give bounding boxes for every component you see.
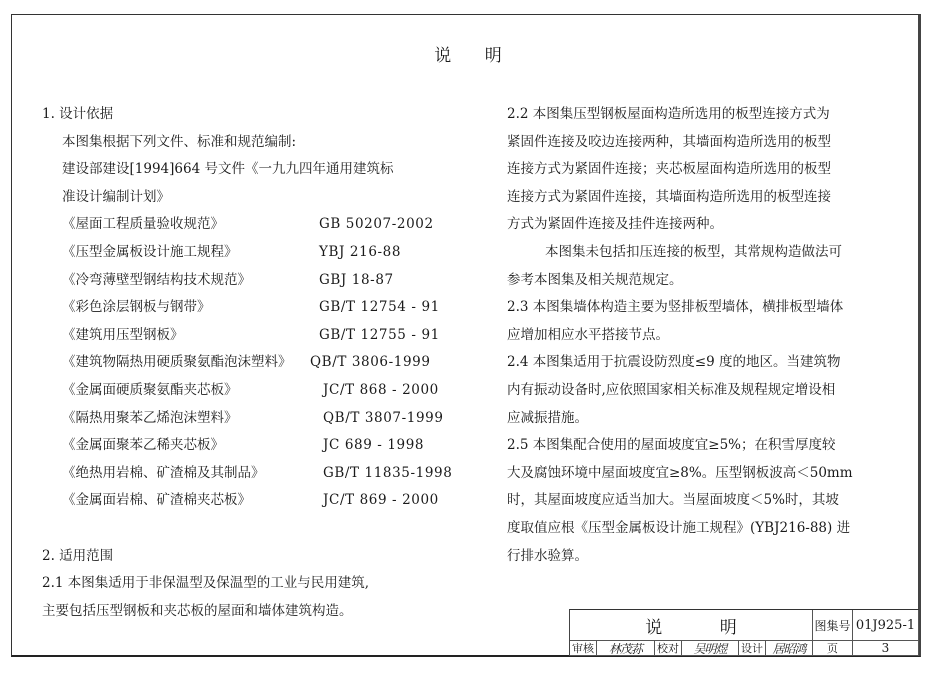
review-label: 审核 [570,641,597,656]
design-basis-intro: 本图集根据下列文件、标准和规范编制: [62,133,297,150]
paragraph-line: 2.3 本图集墙体构造主要为竖排板型墙体，横排板型墙体 [507,299,844,316]
standard-name: 《压型金属板设计施工规程》 [62,243,238,260]
page-number: 3 [853,641,919,656]
standard-name: 《金属面岩棉、矿渣棉夹芯板》 [62,492,251,509]
standard-code: YBJ 216-88 [319,243,402,260]
standard-code: GBJ 18-87 [319,271,394,288]
standard-row [42,487,492,515]
standard-code: QB/T 3806-1999 [310,354,431,371]
standard-code: GB/T 12755 - 91 [319,326,440,343]
page-title: 说 明 [434,46,516,66]
title-block [569,609,919,656]
design-signature: 居昭鸿 [766,641,813,656]
standard-row [42,405,492,433]
standard-name: 《冷弯薄壁型钢结构技术规范》 [62,271,251,288]
standard-code: QB/T 3807-1999 [323,409,444,426]
standard-name: 《绝热用岩棉、矿渣棉及其制品》 [62,464,265,481]
paragraph-line: 方式为紧固件连接及挂件连接两种。 [507,216,723,233]
reference-document-line1: 建设部建设[1994]664 号文件《一九九四年通用建筑标 [62,161,394,178]
standard-name: 《彩色涂层钢板与钢带》 [62,299,211,316]
standard-row [42,294,492,322]
standard-row [42,322,492,350]
standard-name: 《隔热用聚苯乙烯泡沫塑料》 [62,409,238,426]
paragraph-line: 紧固件连接及咬边连接两种，其墙面构造所选用的板型 [507,133,831,150]
paragraph-line: 连接方式为紧固件连接；夹芯板屋面构造所选用的板型 [507,161,831,178]
check-label: 校对 [655,641,682,656]
standard-code: GB 50207-2002 [319,216,434,233]
standard-name: 《建筑物隔热用硬质聚氨酯泡沫塑料》 [62,354,292,371]
paragraph-line: 内有振动设备时,应依照国家相关标准及规程规定增设相 [507,381,836,398]
standard-name: 《建筑用压型钢板》 [62,326,184,343]
review-signature: 林茂荪 [597,641,655,656]
atlas-number: 01J925-1 [853,610,919,641]
paragraph-line: 连接方式为紧固件连接，其墙面构造所选用的板型连接 [507,188,831,205]
section-heading-scope: 2. 适用范围 [42,547,114,564]
standard-row [42,211,492,239]
atlas-number-label: 图集号 [813,610,853,641]
standard-code: JC 689 - 1998 [323,437,425,454]
standard-row [42,432,492,460]
paragraph-line: 时，其屋面坡度应适当加大。当屋面坡度＜5%时，其坡 [507,492,839,509]
spacer [42,515,492,543]
standard-row [42,267,492,295]
design-label: 设计 [739,641,766,656]
standard-code: GB/T 12754 - 91 [319,299,440,316]
check-signature: 吴明煜 [682,641,739,656]
standard-row [42,349,492,377]
paragraph-line: 参考本图集及相关规范规定。 [507,271,683,288]
standard-row [42,377,492,405]
standard-code: GB/T 11835-1998 [323,464,453,481]
page-label: 页 [813,641,853,656]
standard-name: 《金属面聚苯乙稀夹芯板》 [62,437,224,454]
right-column [507,101,937,570]
paragraph-line: 大及腐蚀环境中屋面坡度宜≥8%。压型钢板波高＜50mm [507,464,853,481]
standard-name: 《屋面工程质量验收规范》 [62,216,224,233]
paragraph-line: 本图集未包括扣压连接的板型，其常规构造做法可 [545,243,842,260]
left-column [42,101,492,625]
paragraph-line: 2.4 本图集适用于抗震设防烈度≤9 度的地区。当建筑物 [507,354,841,371]
scope-item-2-1-line2: 主要包括压型钢板和夹芯板的屋面和墙体建筑构造。 [42,602,353,619]
scope-item-2-1-line1: 2.1 本图集适用于非保温型及保温型的工业与民用建筑, [42,575,370,592]
paragraph-line: 应增加相应水平搭接节点。 [507,326,669,343]
standard-name: 《金属面硬质聚氨酯夹芯板》 [62,381,238,398]
standard-code: JC/T 869 - 2000 [323,492,439,509]
paragraph-line: 应减振措施。 [507,409,588,426]
paragraph-line: 2.2 本图集压型钢板屋面构造所选用的板型连接方式为 [507,106,830,122]
reference-document-line2: 准设计编制计划》 [62,188,170,205]
paragraph-line: 2.5 本图集配合使用的屋面坡度宜≥5%；在积雪厚度较 [507,437,836,454]
paragraph-line: 行排水验算。 [507,547,588,564]
paragraph-line: 度取值应根《压型金属板设计施工规程》(YBJ216-88) 进 [507,519,851,536]
section-heading-design-basis: 1. 设计依据 [42,106,114,122]
standard-row [42,239,492,267]
title-block-title: 说 明 [570,610,813,641]
standard-row [42,460,492,488]
standard-code: JC/T 868 - 2000 [323,381,439,398]
